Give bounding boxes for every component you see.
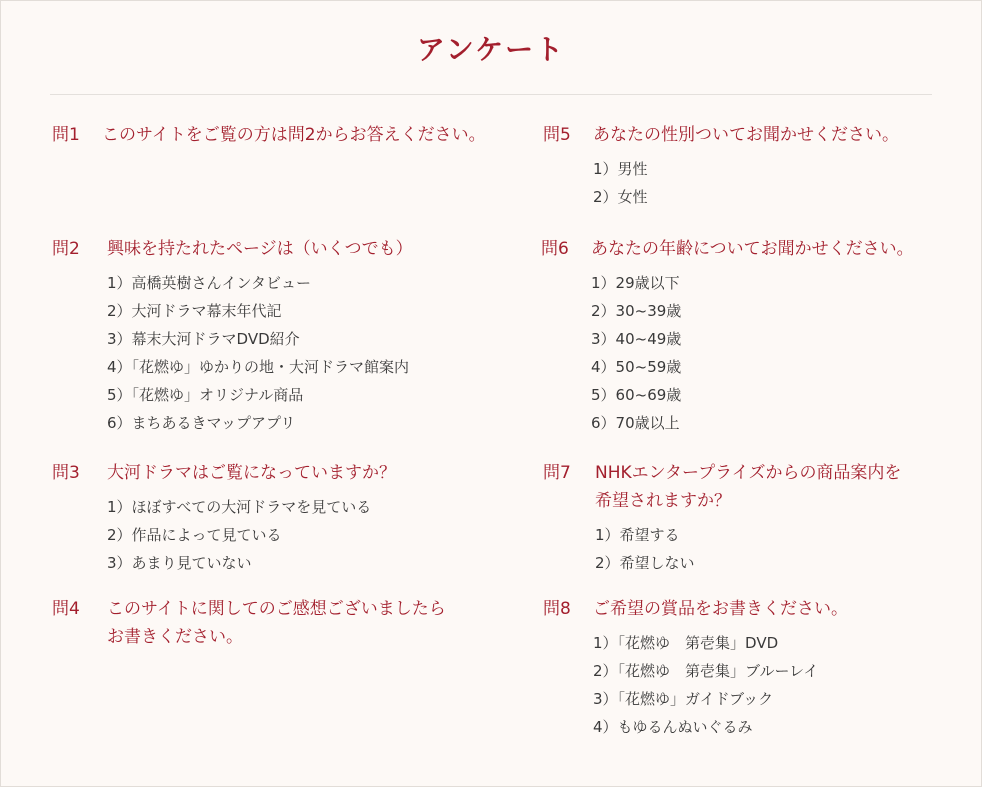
question-text: お書きください。 <box>107 627 243 647</box>
page-title: アンケート <box>416 33 566 66</box>
question-number: 問3 <box>52 463 80 483</box>
option-item: 1）29歳以下 <box>591 274 680 292</box>
option-item: 3）あまり見ていない <box>107 554 252 572</box>
question-5 <box>543 121 899 211</box>
question-heading <box>543 595 848 623</box>
option-item: 1）ほぼすべての大河ドラマを見ている <box>107 498 372 516</box>
option-list <box>543 521 901 577</box>
question-heading <box>52 459 396 487</box>
option-item: 3）「花燃ゆ」ガイドブック <box>593 690 774 708</box>
question-heading <box>52 235 413 263</box>
option-item: 1）男性 <box>593 160 648 178</box>
option-item: 3）40~49歳 <box>591 330 682 348</box>
option-item: 3）幕末大河ドラマDVD紹介 <box>107 330 300 348</box>
option-item: 1）高橋英樹さんインタビュー <box>107 274 311 292</box>
question-number: 問6 <box>541 239 569 259</box>
option-item: 4）もゆるんぬいぐるみ <box>593 718 753 736</box>
question-4 <box>52 595 446 651</box>
question-text: あなたの年齢についてお聞かせください。 <box>591 239 914 259</box>
question-text: 希望されますか？ <box>595 491 731 511</box>
question-text: あなたの性別ついてお聞かせください。 <box>593 125 899 145</box>
question-7 <box>543 459 901 577</box>
option-item: 2）「花燃ゆ 第壱集」ブルーレイ <box>593 662 819 680</box>
option-item: 5）60~69歳 <box>591 386 682 404</box>
option-item: 6）70歳以上 <box>591 414 680 432</box>
question-text: このサイトをご覧の方は問2からお答えください。 <box>102 125 486 145</box>
question-1 <box>52 121 486 149</box>
question-number: 問7 <box>543 463 571 483</box>
option-list <box>543 155 899 211</box>
option-item: 4）50~59歳 <box>591 358 682 376</box>
question-number: 問4 <box>52 599 80 619</box>
title-divider <box>50 94 932 95</box>
option-item: 2）30~39歳 <box>591 302 682 320</box>
option-item: 5）「花燃ゆ」オリジナル商品 <box>107 386 304 404</box>
question-2 <box>52 235 413 437</box>
question-number: 問8 <box>543 599 571 619</box>
question-text: 大河ドラマはご覧になっていますか？ <box>107 463 396 483</box>
question-number: 問1 <box>52 125 80 145</box>
question-number: 問2 <box>52 239 80 259</box>
option-item: 4）「花燃ゆ」ゆかりの地・大河ドラマ館案内 <box>107 358 410 376</box>
question-text: NHKエンタープライズからの商品案内を <box>595 463 902 483</box>
question-heading <box>543 459 901 515</box>
option-list <box>52 269 413 437</box>
option-item: 1）希望する <box>595 526 680 544</box>
option-item: 6）まちあるきマップアプリ <box>107 414 296 432</box>
option-list <box>52 493 396 577</box>
question-heading <box>52 595 446 651</box>
question-heading <box>543 121 899 149</box>
question-6 <box>541 235 914 437</box>
option-item: 2）希望しない <box>595 554 695 572</box>
question-text: このサイトに関してのご感想ございましたら <box>107 599 446 619</box>
option-list <box>543 629 848 741</box>
option-list <box>541 269 914 437</box>
question-heading <box>541 235 914 263</box>
question-3 <box>52 459 396 577</box>
option-item: 2）女性 <box>593 188 648 206</box>
question-text: ご希望の賞品をお書きください。 <box>593 599 848 619</box>
question-text: 興味を持たれたページは（いくつでも） <box>107 239 413 259</box>
question-number: 問5 <box>543 125 571 145</box>
option-item: 1）「花燃ゆ 第壱集」DVD <box>593 634 779 652</box>
option-item: 2）作品によって見ている <box>107 526 282 544</box>
question-8 <box>543 595 848 741</box>
question-heading <box>52 121 486 149</box>
option-item: 2）大河ドラマ幕末年代記 <box>107 302 282 320</box>
